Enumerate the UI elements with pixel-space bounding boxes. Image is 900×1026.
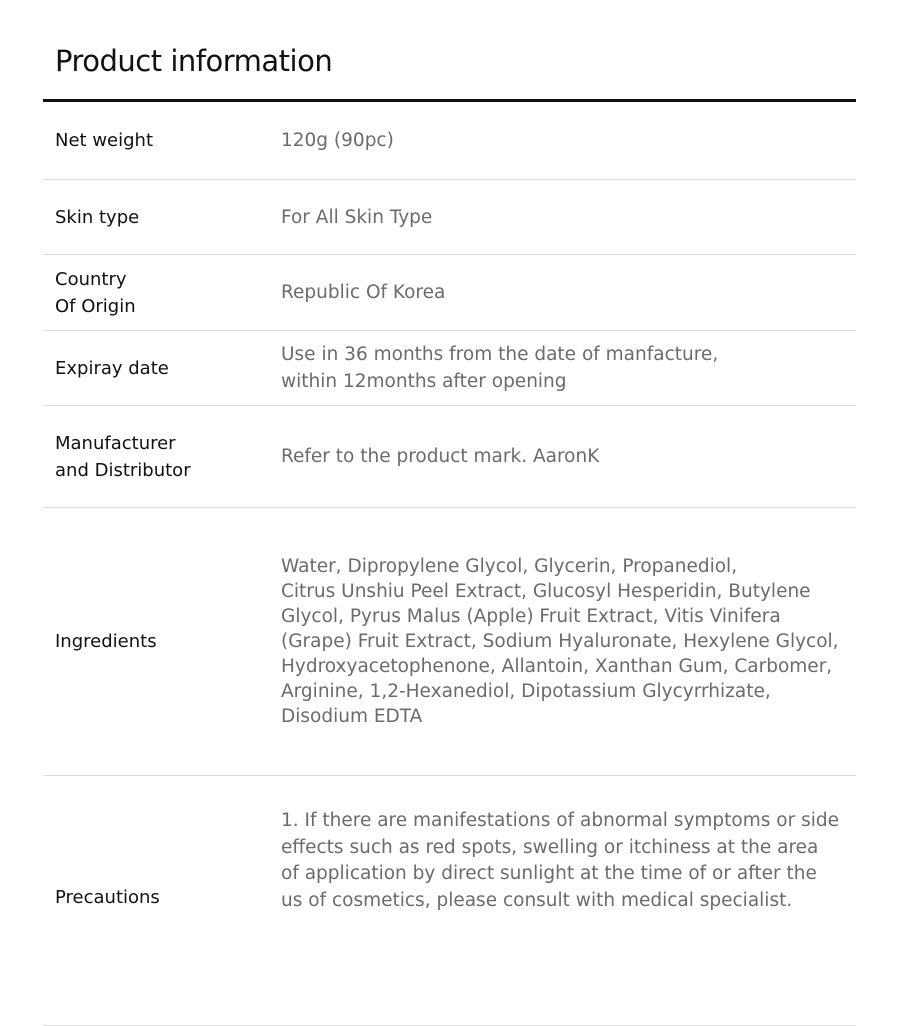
value: Water, Dipropylene Glycol, Glycerin, Propanediol, Citrus Unshiu Peel Extract, Glucosyl Hesperidin, Butylene Glycol, Pyrus Malus (Apple) Fruit Extract, Vitis Vinifera (Grape) Fruit Extract, Sodium Hyaluronate, Hexylene Glycol, Hydroxyacetophenone, Allantoin, Xanthan Gum, Carbomer, Arginine, 1,2-Hexanediol, Dipotassium Glycyrrhizate, Disodium EDTA — [281, 556, 839, 727]
label: Precautions — [55, 887, 160, 908]
row-expiry-date — [43, 331, 856, 406]
label: Country Of Origin — [55, 268, 136, 317]
value: For All Skin Type — [281, 206, 433, 228]
value: Republic Of Korea — [281, 282, 446, 303]
page-title: Product information — [55, 44, 333, 78]
label: Manufacturer and Distributor — [55, 432, 191, 481]
row-precautions — [43, 776, 856, 1026]
label: Ingredients — [55, 631, 157, 652]
row-country-of-origin — [43, 255, 856, 331]
label: Skin type — [55, 206, 140, 228]
row-ingredients — [43, 508, 856, 776]
row-net-weight — [43, 102, 856, 180]
row-manufacturer — [43, 406, 856, 508]
value: 1. If there are manifestations of abnormal symptoms or side effects such as red spots, swelling or itchiness at the area of application by direct sunlight at the time of or after the us of cosmetics, please consult with medical specialist. — [281, 810, 839, 911]
value: Use in 36 months from the date of manfacture, within 12months after opening — [281, 344, 719, 392]
value: 120g (90pc) — [281, 130, 394, 151]
product-info-table — [43, 99, 856, 1026]
value: Refer to the product mark. AaronK — [281, 446, 600, 467]
label: Net weight — [55, 130, 154, 151]
row-skin-type — [43, 180, 856, 255]
label: Expiray date — [55, 357, 169, 379]
